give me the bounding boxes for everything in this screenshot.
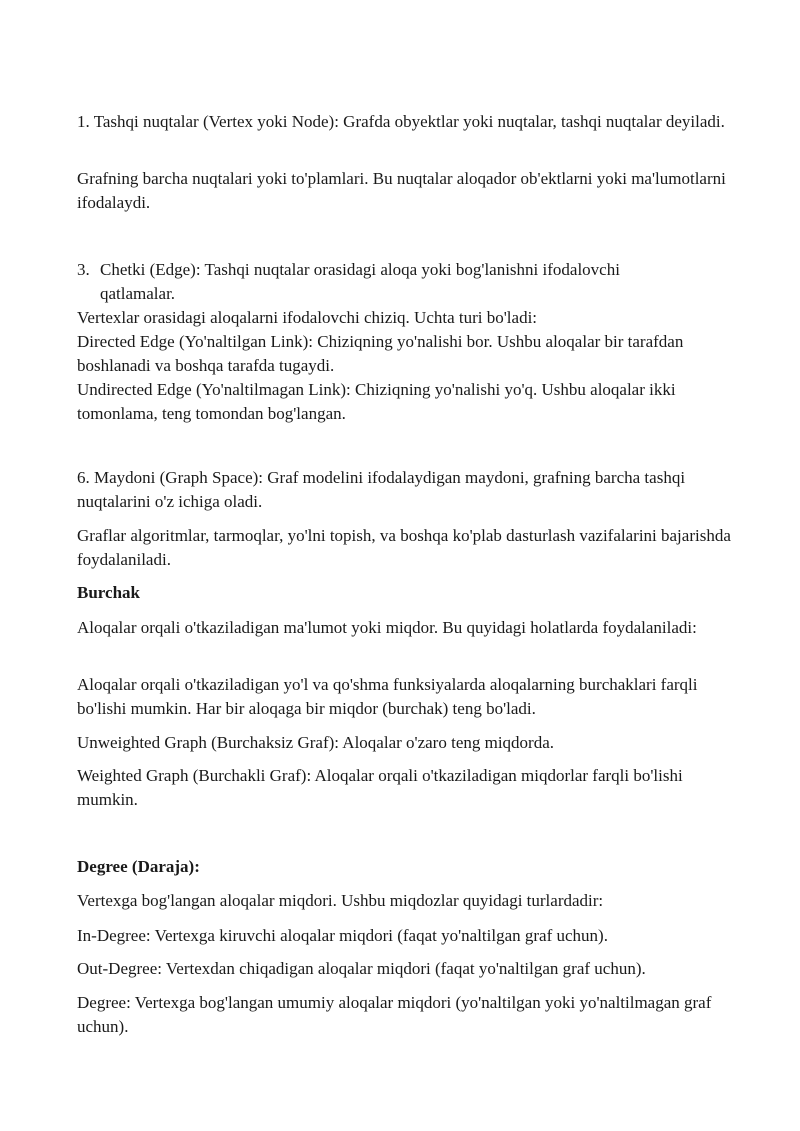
paragraph-directed-edge: Directed Edge (Yo'naltilgan Link): Chiziqning yo'nalishi bor. Ushbu aloqalar bir tarafdan boshlanadi va boshqa tarafda tugaydi. (77, 332, 684, 375)
paragraph-aloqalar-yol: Aloqalar orqali o'tkaziladigan yo'l va qo'shma funksiyalarda aloqalarning burchaklari farqli bo'lishi mumkin. Har bir aloqaga bir miqdor (burchak) teng bo'ladi. (77, 675, 698, 718)
paragraph-weighted-graph: Weighted Graph (Burchakli Graf): Aloqalar orqali o'tkaziladigan miqdorlar farqli bo'lishi mumkin. (77, 766, 683, 809)
paragraph-graflar-algoritmlar: Graflar algoritmlar, tarmoqlar, yo'lni topish, va boshqa ko'plab dasturlash vazifalarini bajarishda foydalaniladi. (77, 526, 731, 569)
list-number-3: 3. (77, 260, 90, 279)
paragraph-vertexlar: Vertexlar orasidagi aloqalarni ifodalovchi chiziq. Uchta turi bo'ladi: (77, 308, 538, 327)
paragraph-aloqalar-miqdor: Aloqalar orqali o'tkaziladigan ma'lumot yoki miqdor. Bu quyidagi holatlarda foydalaniladi: (77, 618, 697, 637)
paragraph-out-degree: Out-Degree: Vertexdan chiqadigan aloqalar miqdori (faqat yo'naltilgan graf uchun). (77, 959, 646, 978)
paragraph-maydoni: 6. Maydoni (Graph Space): Graf modelini ifodalaydigan maydoni, grafning barcha tashqi nuqtalarini o'z ichiga oladi. (77, 468, 686, 511)
paragraph-tashqi-nuqtalar: 1. Tashqi nuqtalar (Vertex yoki Node): Grafda obyektlar yoki nuqtalar, tashqi nuqtalar deyiladi. (77, 112, 725, 131)
heading-burchak: Burchak (77, 583, 140, 602)
paragraph-undirected-edge: Undirected Edge (Yo'naltilmagan Link): Chiziqning yo'nalishi yo'q. Ushbu aloqalar ikki tomonlama, teng tomondan bog'langan. (77, 380, 676, 423)
paragraph-chetki-line1: Chetki (Edge): Tashqi nuqtalar orasidagi aloqa yoki bog'lanishni ifodalovchi (100, 260, 620, 279)
paragraph-in-degree: In-Degree: Vertexga kiruvchi aloqalar miqdori (faqat yo'naltilgan graf uchun). (77, 926, 608, 945)
paragraph-chetki-line2: qatlamalar. (100, 284, 176, 303)
paragraph-unweighted-graph: Unweighted Graph (Burchaksiz Graf): Aloqalar o'zaro teng miqdorda. (77, 733, 555, 752)
paragraph-grafning-nuqtalari: Grafning barcha nuqtalari yoki to'plamlari. Bu nuqtalar aloqador ob'ektlarni yoki ma'lumotlarni ifodalaydi. (77, 169, 726, 212)
heading-degree: Degree (Daraja): (77, 857, 200, 876)
paragraph-degree: Degree: Vertexga bog'langan umumiy aloqalar miqdori (yo'naltilgan yoki yo'naltilmagan graf uchun). (77, 993, 712, 1036)
paragraph-vertexga-boglangan: Vertexga bog'langan aloqalar miqdori. Ushbu miqdozlar quyidagi turlardadir: (77, 891, 604, 910)
